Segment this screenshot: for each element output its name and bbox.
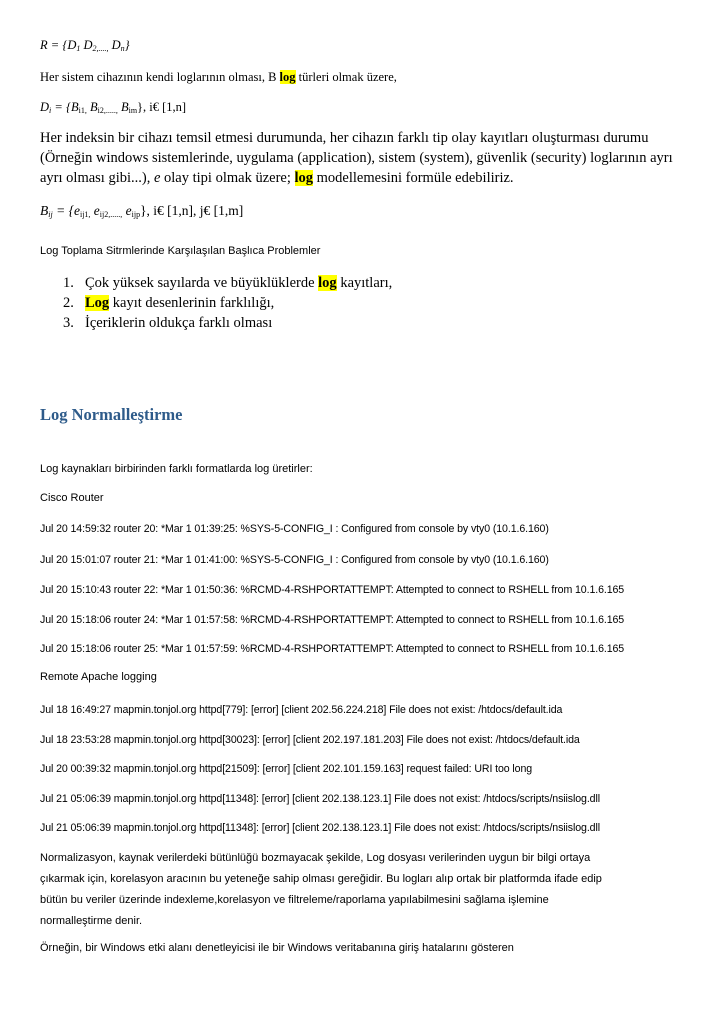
apache-log-line: Jul 18 16:49:27 mapmin.tonjol.org httpd[779]: [error] [client 202.56.224.218] File does not exist: /htdocs/default.ida bbox=[40, 704, 563, 716]
formula-r bbox=[40, 38, 130, 53]
formula-bij bbox=[40, 203, 243, 219]
text: kayıtları, bbox=[336, 275, 393, 291]
list-item bbox=[63, 295, 392, 315]
formula-text: D bbox=[108, 38, 121, 52]
text: Çok yüksek sayılarda ve büyüklüklerde bbox=[85, 275, 319, 291]
paragraph-line-1: Her indeksin bir cihazı temsil etmesi durumunda, her cihazın farklı tip olay kayıtları oluşturması durumu bbox=[40, 130, 649, 146]
text: modellemesini formüle edebiliriz. bbox=[313, 170, 514, 186]
sources-intro: Log kaynakları birbirinden farklı formatlarda log üretirler: bbox=[40, 463, 313, 475]
formula-subscript: i2,....., bbox=[97, 106, 118, 115]
cisco-log-line: Jul 20 15:18:06 router 25: *Mar 1 01:57:59: %RCMD-4-RSHPORTATTEMPT: Attempted to connect to RSHELL from 10.1.6.165 bbox=[40, 643, 625, 655]
formula-text: } bbox=[124, 38, 130, 52]
apache-log-line: Jul 18 23:53:28 mapmin.tonjol.org httpd[30023]: [error] [client 202.197.181.203] File does not exist: /htdocs/default.ida bbox=[40, 734, 580, 746]
formula-subscript: n bbox=[120, 44, 125, 53]
cisco-log-line: Jul 20 15:01:07 router 21: *Mar 1 01:41:00: %SYS-5-CONFIG_I : Configured from console by vty0 (10.1.6.160) bbox=[40, 554, 549, 566]
text: e bbox=[153, 170, 161, 186]
list-item bbox=[63, 275, 392, 295]
text: kayıt desenlerinin farklılığı, bbox=[109, 295, 275, 311]
formula-text: B bbox=[86, 100, 98, 114]
formula-text: = {B bbox=[51, 100, 79, 114]
text: Her sistem cihazının kendi loglarının olması, B bbox=[40, 70, 280, 84]
list-number: 3. bbox=[63, 315, 74, 331]
normalization-paragraph-line: bütün bu veriler üzerinde indexleme,korelasyon ve filtreleme/raporlama yapılabilmesini sağlama işlemine bbox=[40, 894, 549, 906]
formula-text: D bbox=[80, 38, 93, 52]
text: olay tipi olmak üzere; bbox=[160, 170, 295, 186]
formula-text: B bbox=[117, 100, 129, 114]
list-number: 2. bbox=[63, 295, 74, 311]
problems-list bbox=[63, 275, 392, 335]
cisco-log-line: Jul 20 15:10:43 router 22: *Mar 1 01:50:36: %RCMD-4-RSHPORTATTEMPT: Attempted to connect to RSHELL from 10.1.6.165 bbox=[40, 584, 625, 596]
formula-text: e bbox=[90, 203, 100, 218]
formula-subscript: im bbox=[128, 106, 138, 115]
formula-text: = {e bbox=[52, 203, 80, 218]
text: İçeriklerin oldukça farklı olması bbox=[85, 315, 273, 331]
paragraph-line-3 bbox=[40, 170, 514, 187]
normalization-paragraph-line: çıkarmak için, korelasyon aracının bu yeteneğe sahip olması gereğidir. Bu logları alıp ortak bir platformda ifade edip bbox=[40, 873, 602, 885]
section-heading: Log Normalleştirme bbox=[40, 405, 183, 424]
paragraph-line-2: (Örneğin windows sistemlerinde, uygulama (application), sistem (system), güvenlik (security) loglarının ayrı bbox=[40, 150, 673, 166]
cisco-log-line: Jul 20 14:59:32 router 20: *Mar 1 01:39:25: %SYS-5-CONFIG_I : Configured from console by vty0 (10.1.6.160) bbox=[40, 523, 549, 535]
formula-subscript: ij bbox=[48, 210, 53, 219]
list-item bbox=[63, 315, 392, 335]
cisco-log-line: Jul 20 15:18:06 router 24: *Mar 1 01:57:58: %RCMD-4-RSHPORTATTEMPT: Attempted to connect to RSHELL from 10.1.6.165 bbox=[40, 614, 625, 626]
problems-title: Log Toplama Sitrmlerinde Karşılaşılan Başlıca Problemler bbox=[40, 245, 321, 257]
normalization-paragraph-line: normalleştirme denir. bbox=[40, 915, 143, 927]
formula-subscript: ij2,....., bbox=[99, 210, 123, 219]
formula-subscript: i bbox=[49, 106, 52, 115]
formula-subscript: 1 bbox=[76, 44, 81, 53]
cisco-router-title: Cisco Router bbox=[40, 492, 104, 504]
formula-text: B bbox=[40, 203, 49, 218]
formula-text: e bbox=[122, 203, 132, 218]
apache-log-line: Jul 20 00:39:32 mapmin.tonjol.org httpd[21509]: [error] [client 202.101.159.163] request failed: URI too long bbox=[40, 763, 533, 775]
example-line: Örneğin, bir Windows etki alanı denetleyicisi ile bir Windows veritabanına giriş hatalarını gösteren bbox=[40, 942, 514, 954]
formula-text: }, i€ [1,n] bbox=[137, 100, 187, 114]
formula-text: D bbox=[67, 38, 77, 52]
apache-logging-title: Remote Apache logging bbox=[40, 671, 157, 683]
highlighted-term: log bbox=[294, 170, 314, 186]
formula-di bbox=[40, 100, 186, 115]
text: türleri olmak üzere, bbox=[295, 70, 397, 84]
highlighted-term: log bbox=[318, 275, 337, 291]
text: ayrı olması gibi...), bbox=[40, 170, 154, 186]
formula-text: }, i€ [1,n], j€ [1,m] bbox=[140, 203, 244, 218]
formula-subscript: i1, bbox=[78, 106, 87, 115]
formula-subscript: 2,...., bbox=[92, 44, 109, 53]
formula-text: D bbox=[40, 100, 50, 114]
formula-subscript: ij1, bbox=[79, 210, 91, 219]
apache-log-line: Jul 21 05:06:39 mapmin.tonjol.org httpd[11348]: [error] [client 202.138.123.1] File does not exist: /htdocs/scripts/nsiislog.dll bbox=[40, 793, 600, 805]
highlighted-term: log bbox=[279, 70, 296, 84]
apache-log-line: Jul 21 05:06:39 mapmin.tonjol.org httpd[11348]: [error] [client 202.138.123.1] File does not exist: /htdocs/scripts/nsiislog.dll bbox=[40, 822, 600, 834]
normalization-paragraph-line: Normalizasyon, kaynak verilerdeki bütünlüğü bozmayacak şekilde, Log dosyası verilerinden uygun bir bilgi ortaya bbox=[40, 852, 591, 864]
list-number: 1. bbox=[63, 275, 74, 291]
formula-subscript: ijp bbox=[131, 210, 141, 219]
system-log-line bbox=[40, 70, 397, 85]
formula-text: R = { bbox=[40, 38, 68, 52]
highlighted-term: Log bbox=[85, 295, 110, 311]
